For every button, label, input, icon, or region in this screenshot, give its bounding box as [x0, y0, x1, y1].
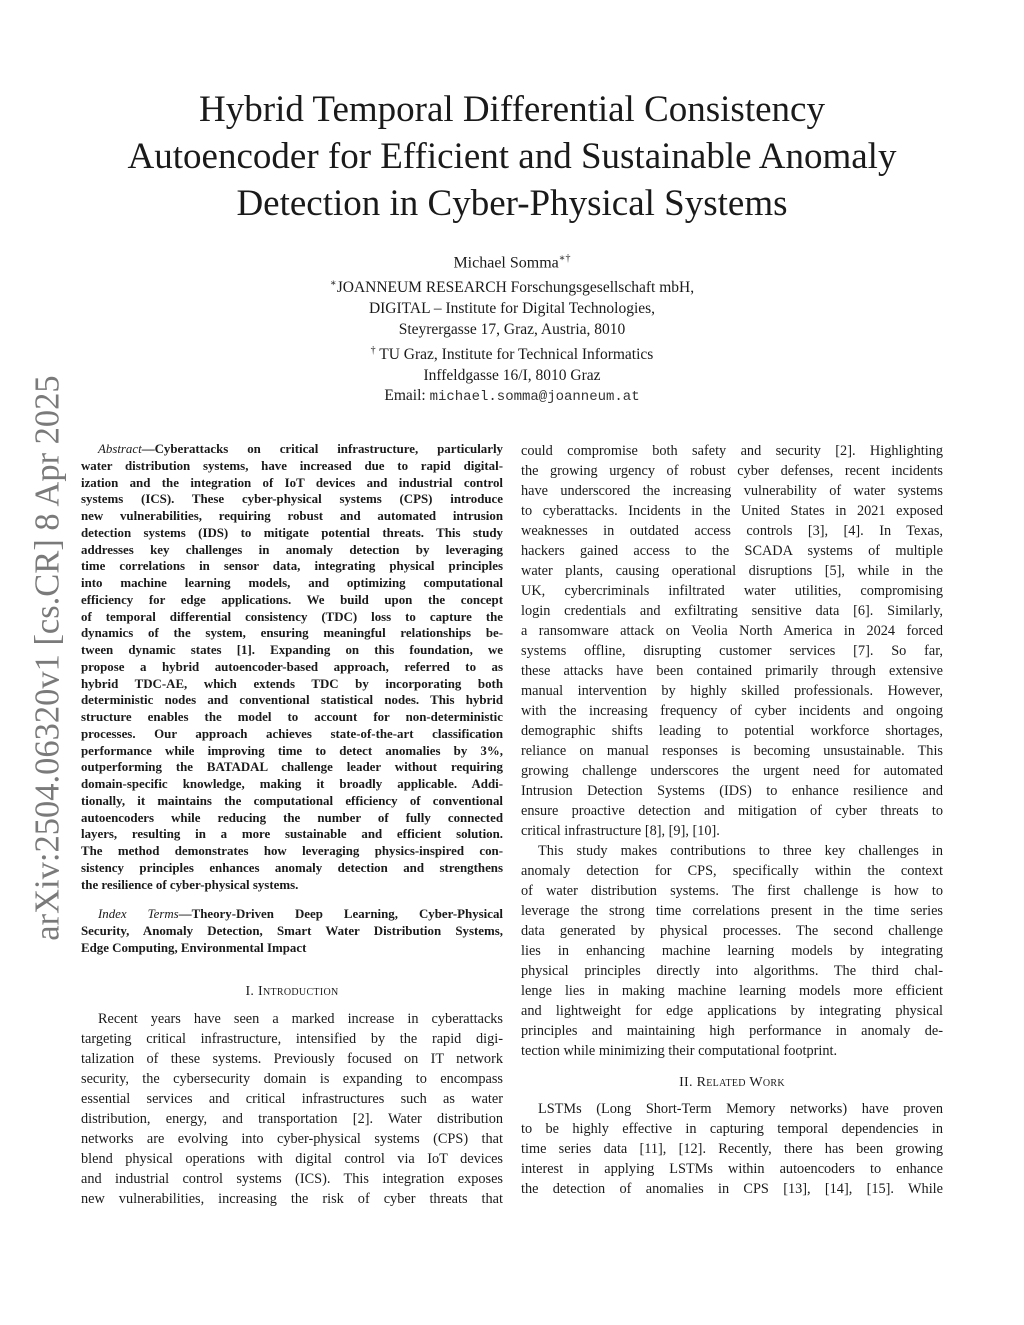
body-line: login credentials and exfiltrating sensitive data [6]. Similarly, — [521, 603, 943, 619]
abstract-line: domain-specific knowledge, making it broadly applicable. Addi- — [81, 777, 503, 791]
abstract-line: systems (ICS). These cyber-physical systems (CPS) introduce — [81, 492, 503, 507]
introduction-paragraph — [81, 1009, 503, 1209]
body-line: have underscored the increasing vulnerability of water systems — [521, 483, 943, 499]
abstract-line: of temporal differential consistency (TDC) loss to capture the — [81, 609, 503, 624]
affiliation-line: DIGITAL – Institute for Digital Technologies, — [368, 300, 656, 318]
abstract-line: deterministic nodes and conventional statistical nodes. This hybrid — [81, 693, 503, 708]
abstract-line: tween dynamic states [1]. Expanding on this foundation, we — [81, 643, 503, 657]
body-line: to cyberattacks. Incidents in the United States in 2021 exposed — [521, 503, 943, 519]
abstract-line: outperforming the BATADAL challenge leader without requiring — [81, 760, 503, 775]
body-line: with the increasing frequency of cyber incidents and ongoing — [521, 703, 943, 719]
title-line: Autoencoder for Efficient and Sustainable Anomaly — [127, 136, 897, 177]
body-line: weaknesses in outdated access controls [3], [4]. In Texas, — [521, 523, 943, 539]
body-line: growing challenge underscores the urgent need for automated — [521, 763, 943, 779]
abstract-line: autoencoders while reducing the number of fully connected — [81, 810, 503, 825]
body-line: of water distribution systems. The first challenge is how to — [521, 883, 943, 899]
abstract-line: tionally, it maintains the computational efficiency of conventional — [81, 793, 503, 808]
abstract-line: Abstract—Cyberattacks on critical infrastructure, particularly — [98, 442, 503, 456]
paragraph — [521, 441, 943, 841]
body-line: security, the cybersecurity domain is expanding to encompass — [81, 1070, 503, 1087]
index-terms-line: Security, Anomaly Detection, Smart Water Distribution Systems, — [81, 924, 503, 938]
abstract-line: performance while improving time to detect anomalies by 3%, — [81, 743, 503, 758]
abstract-line: dynamics of the system, ensuring meaningful relationships be- — [81, 626, 503, 641]
left-column — [81, 441, 503, 1209]
body-line: UK, cybercriminals infiltrated water utilities, compromising — [521, 583, 943, 599]
body-line: talization of these systems. Previously focused on IT network — [81, 1050, 503, 1067]
abstract-line: new vulnerabilities, requiring robust and automated intrusion — [81, 509, 503, 523]
abstract-line: the resilience of cyber-physical systems. — [81, 877, 299, 892]
affiliation-line: ∗JOANNEUM RESEARCH Forschungsgesellschaft mbH, — [329, 278, 695, 297]
title-line: Hybrid Temporal Differential Consistency — [199, 89, 825, 130]
index-terms-line: Index Terms—Theory-Driven Deep Learning, Cyber-Physical — [98, 907, 503, 922]
abstract-line: addresses key challenges in anomaly detection by leveraging — [81, 542, 503, 557]
body-line: and lightweight for edge applications by integrating physical — [521, 1003, 943, 1019]
paragraph — [521, 841, 943, 1061]
body-line: Recent years have seen a marked increase in cyberattacks — [98, 1010, 503, 1027]
body-line: systems offline, disrupting customer services [7]. So far, — [521, 643, 943, 659]
body-line: the detection of anomalies in CPS [13], [14], [15]. While — [521, 1181, 943, 1197]
body-line: distribution, energy, and transportation [2]. Water distribution — [81, 1110, 503, 1127]
right-column — [521, 441, 943, 1199]
body-line: networks are evolving into cyber-physical systems (CPS) that — [81, 1130, 503, 1147]
email-address[interactable]: michael.somma@joanneum.at — [429, 389, 640, 406]
affiliation-line: † TU Graz, Institute for Technical Informatics — [370, 344, 654, 363]
body-line: interest in applying LSTMs within autoencoders to enhance — [521, 1161, 943, 1177]
body-line: critical infrastructure [8], [9], [10]. — [521, 823, 720, 839]
body-line: data generated by physical processes. The second challenge — [521, 923, 943, 939]
body-line: LSTMs (Long Short-Term Memory networks) have proven — [538, 1101, 943, 1117]
body-line: to be highly effective in capturing temporal dependencies in — [521, 1121, 943, 1137]
abstract-line: structure enables the model to account for non-deterministic — [81, 710, 503, 724]
affiliation-line: Steyrergasse 17, Graz, Austria, 8010 — [398, 320, 626, 338]
body-line: blend physical operations with digital control via IoT devices — [81, 1150, 503, 1167]
body-line: and industrial control systems (ICS). This integration exposes — [81, 1170, 503, 1187]
body-line: targeting critical infrastructure, intensified by the rapid digi- — [81, 1030, 503, 1047]
abstract-line: sistency principles enhances anomaly detection and strengthens — [81, 860, 503, 875]
body-line: leverage the strong time correlations present in the time series — [521, 903, 943, 919]
body-line: the growing urgency of robust cyber defenses, recent incidents — [521, 463, 943, 479]
index-terms — [81, 906, 503, 956]
body-line: demographic shifts leading to potential workforce shortages, — [521, 723, 943, 739]
paper-title — [70, 86, 954, 227]
body-line: physical principles directly into algorithms. The third chal- — [521, 963, 943, 979]
abstract-line: propose a hybrid autoencoder-based approach, referred to as — [81, 659, 503, 674]
affiliation-line: Inffeldgasse 16/I, 8010 Graz — [423, 366, 601, 384]
index-terms-line: Edge Computing, Environmental Impact — [81, 940, 307, 955]
body-line: hackers gained access to the SCADA systems of multiple — [521, 543, 943, 559]
arxiv-identifier: arXiv:2504.06320v1 [cs.CR] 8 Apr 2025 — [28, 375, 67, 941]
body-line: new vulnerabilities, increasing the risk of cyber threats that — [81, 1190, 503, 1207]
author-block — [212, 249, 812, 408]
abstract-line: hybrid TDC-AE, which extends TDC by incorporating both — [81, 676, 503, 691]
author-name: Michael Somma∗† — [453, 253, 571, 272]
body-line: lies in enhancing machine learning models by integrating — [521, 943, 943, 959]
body-line: these attacks have been contained primarily through extensive — [521, 663, 943, 679]
email-line: Email: michael.somma@joanneum.at — [384, 387, 640, 406]
body-line: essential services and critical infrastructures such as water — [81, 1090, 503, 1107]
body-line: anomaly detection for CPS, specifically within the context — [521, 863, 943, 879]
body-line: tection while minimizing their computational footprint. — [521, 1043, 838, 1059]
abstract — [81, 441, 503, 893]
body-line: reliance on manual responses is becoming unsustainable. This — [521, 743, 943, 759]
body-line: water plants, causing operational disruptions [5], while in the — [521, 563, 943, 579]
abstract-line: into machine learning models, and optimizing computational — [81, 576, 503, 590]
section-heading-introduction: I. Introduction — [245, 983, 339, 999]
paragraph — [521, 1099, 943, 1199]
body-line: This study makes contributions to three key challenges in — [538, 843, 943, 859]
abstract-line: efficiency for edge applications. We build upon the concept — [81, 592, 503, 607]
abstract-line: The method demonstrates how leveraging physics-inspired con- — [81, 844, 503, 858]
body-line: could compromise both safety and security [2]. Highlighting — [521, 443, 943, 459]
abstract-line: water distribution systems, have increased due to rapid digital- — [81, 458, 503, 473]
abstract-line: detection systems (IDS) to mitigate potential threats. This study — [81, 525, 503, 540]
title-line: Detection in Cyber-Physical Systems — [236, 183, 788, 224]
abstract-line: time correlations in sensor data, integrating physical principles — [81, 559, 503, 574]
abstract-line: layers, resulting in a more sustainable and efficient solution. — [81, 827, 503, 842]
section-heading-related-work: II. Related Work — [679, 1075, 785, 1090]
body-line: time series data [11], [12]. Recently, there has been growing — [521, 1141, 943, 1157]
abstract-line: ization and the integration of IoT devices and industrial control — [81, 475, 503, 490]
index-terms-label: Index Terms — [98, 907, 179, 922]
abstract-label: Abstract — [98, 442, 142, 456]
body-line: lenge lies in making machine learning models more efficient — [521, 983, 943, 999]
body-line: principles and maintaining high performance in anomaly de- — [521, 1023, 943, 1039]
body-line: a ransomware attack on Veolia North America in 2024 forced — [521, 623, 943, 639]
body-line: manual intervention by highly skilled professionals. However, — [521, 683, 943, 699]
abstract-line: processes. Our approach achieves state-of-the-art classification — [81, 726, 503, 741]
body-line: ensure proactive detection and mitigation of cyber threats to — [521, 803, 943, 819]
body-line: Intrusion Detection Systems (IDS) to enhance resilience and — [521, 783, 943, 799]
